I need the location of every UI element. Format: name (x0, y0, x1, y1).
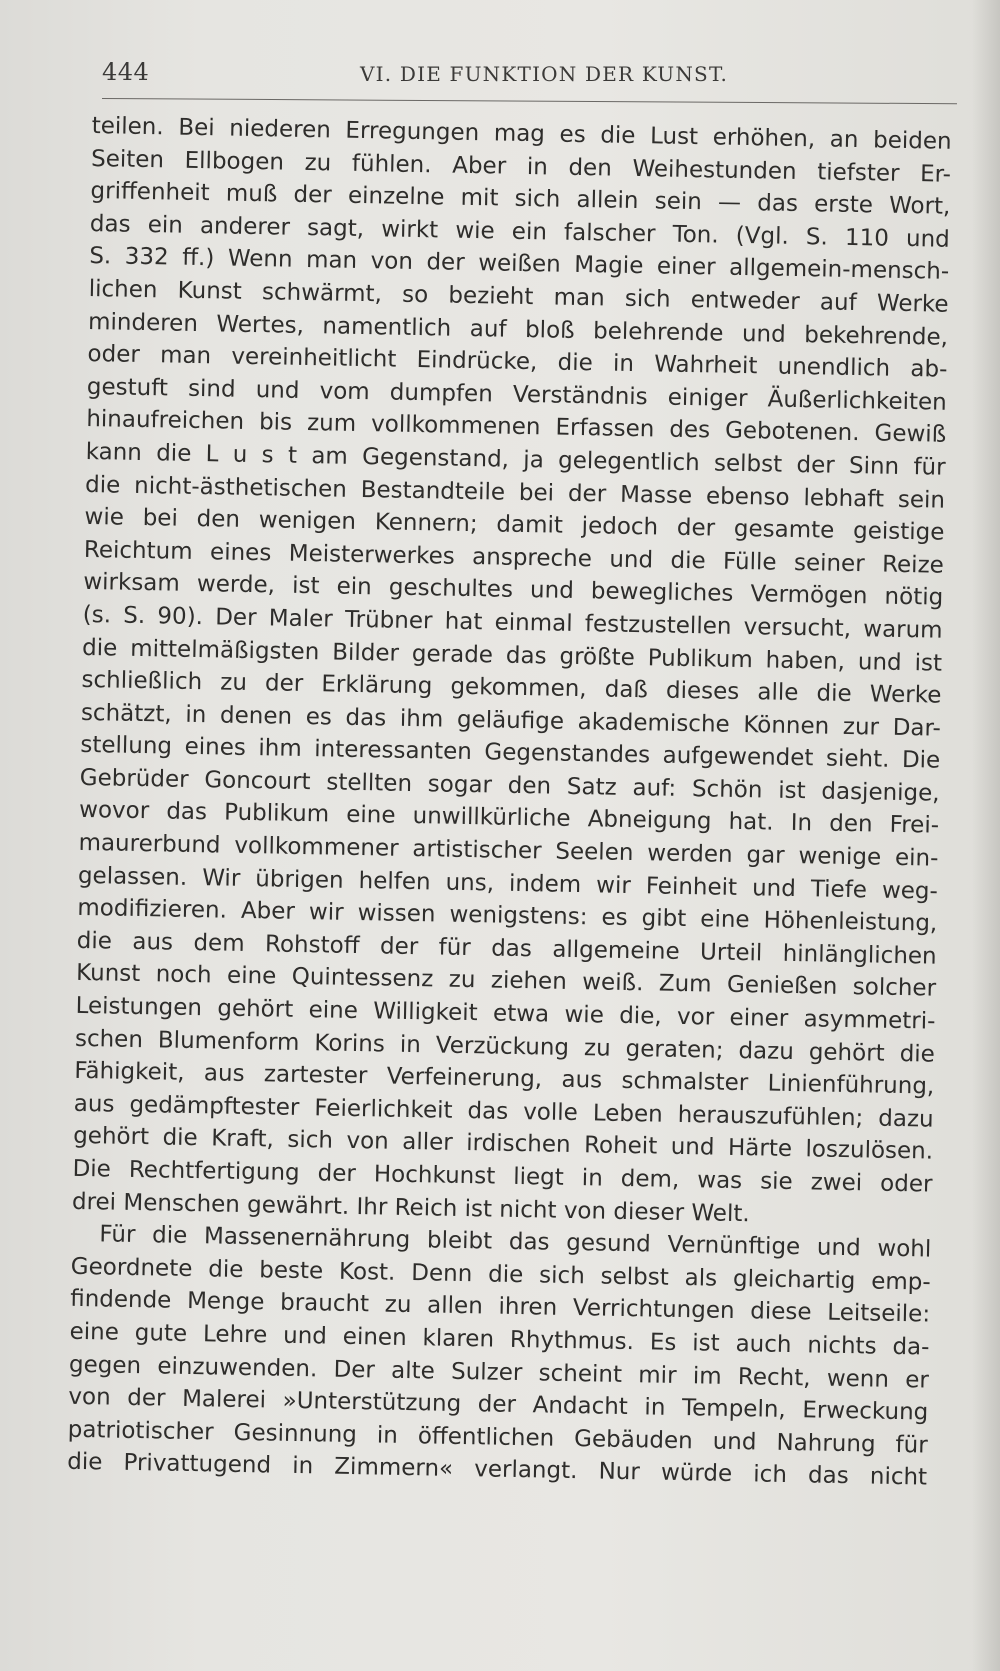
text-line: wovor das Publikum eine unwillkürliche Abneigung hat. In den Frei- (78, 797, 940, 840)
text-line: (s. S. 90). Der Maler Trübner hat einmal festzustellen versucht, warum (82, 601, 943, 644)
text-line: kann die L u s t am Gegenstand, ja gelegentlich selbst der Sinn für (85, 438, 946, 481)
text-line: Reichtum eines Meisterwerkes anspreche und die Fülle seiner Reize (83, 536, 945, 579)
text-line: lichen Kunst schwärmt, so bezieht man sich entweder auf Werke (88, 275, 949, 318)
text-line: S. 332 ff.) Wenn man von der weißen Magie einer allgemein-mensch- (89, 243, 950, 286)
page-number: 444 (102, 58, 150, 86)
text-line: von der Malerei »Unterstützung der Andacht in Tempeln, Erweckung (68, 1383, 929, 1426)
text-line: die nicht-ästhetischen Bestandteile bei der Masse ebenso lebhaft sein (84, 471, 946, 514)
body-text (67, 110, 952, 1494)
text-line: gelassen. Wir übrigen helfen uns, indem wir Feinheit und Tiefe weg- (77, 862, 939, 905)
text-line: schätzt, in denen es das ihm geläufige akademische Können zur Dar- (80, 699, 942, 742)
text-line: Kunst noch eine Quintessenz zu ziehen weiß. Zum Genießen solcher (75, 960, 937, 1003)
text-line: Geordnete die beste Kost. Denn die sich selbst als gleichartig emp- (70, 1253, 931, 1296)
text-line: wie bei den wenigen Kennern; damit jedoch der gesamte geistige (84, 504, 945, 546)
text-line: Fähigkeit, aus zartester Verfeinerung, aus schmalster Linienführung, (74, 1058, 935, 1100)
text-line: griffenheit muß der einzelne mit sich allein sein — das erste Wort, (90, 178, 951, 220)
text-line: aus gedämpftester Feierlichkeit das volle Leben herauszufühlen; dazu (73, 1090, 934, 1133)
text-line: drei Menschen gewährt. Ihr Reich ist nicht von dieser Welt. (71, 1188, 750, 1227)
text-line: gestuft sind und vom dumpfen Verständnis einiger Äußerlichkeiten (86, 373, 948, 416)
text-line: hinaufreichen bis zum vollkommenen Erfassen des Gebotenen. Gewiß (86, 406, 947, 449)
text-line: oder man vereinheitlicht Eindrücke, die in Wahrheit unendlich ab- (87, 341, 948, 383)
text-line: findende Menge braucht zu allen ihren Verrichtungen diese Leitseile: (69, 1286, 931, 1328)
page-edge-shadow (972, 0, 1000, 1671)
text-line: modifizieren. Aber wir wissen wenigstens: es gibt eine Höhenleistung, (77, 895, 938, 937)
text-line: die aus dem Rohstoff der für das allgemeine Urteil hinlänglichen (76, 927, 937, 970)
text-line: Leistungen gehört eine Willigkeit etwa wie die, vor einer asymmetri- (75, 992, 936, 1035)
running-head: VI. DIE FUNKTION DER KUNST. (360, 62, 729, 86)
text-line: minderen Wertes, namentlich auf bloß belehrende und bekehrende, (87, 308, 949, 351)
text-line: die Privattugend in Zimmern« verlangt. Nur würde ich das nicht (66, 1449, 928, 1491)
text-line: maurerbund vollkommener artistischer Seelen werden gar wenige ein- (78, 829, 939, 872)
text-line: gehört die Kraft, sich von aller irdischen Roheit und Härte loszulösen. (72, 1123, 934, 1165)
text-line: Die Rechtfertigung der Hochkunst liegt in dem, was sie zwei oder (72, 1155, 933, 1198)
text-line: patriotischer Gesinnung in öffentlichen Gebäuden und Nahrung für (67, 1416, 928, 1459)
text-line: eine gute Lehre und einen klaren Rhythmus. Es ist auch nichts da- (69, 1318, 930, 1361)
text-line: Für die Massenernährung bleibt das gesund Vernünftige und wohl (99, 1221, 932, 1263)
text-line: das ein anderer sagt, wirkt wie ein falscher Ton. (Vgl. S. 110 und (89, 210, 951, 253)
text-line: schen Blumenform Korins in Verzückung zu geraten; dazu gehört die (74, 1025, 936, 1068)
text-line: teilen. Bei niederen Erregungen mag es die Lust erhöhen, an beiden (91, 112, 952, 155)
text-line: Seiten Ellbogen zu fühlen. Aber in den Weihestunden tiefster Er- (90, 145, 952, 188)
text-line: stellung eines ihm interessanten Gegenstandes aufgewendet sieht. Die (80, 732, 941, 774)
page-header (102, 58, 962, 98)
text-line: gegen einzuwenden. Der alte Sulzer scheint mir im Recht, wenn er (68, 1351, 930, 1394)
text-line: wirksam werde, ist ein geschultes und bewegliches Vermögen nötig (83, 569, 944, 611)
text-line: Gebrüder Goncourt stellten sogar den Satz auf: Schön ist dasjenige, (79, 764, 940, 807)
text-line: schließlich zu der Erklärung gekommen, daß dieses alle die Werke (81, 667, 942, 709)
header-rule (102, 98, 957, 104)
text-line: die mittelmäßigsten Bilder gerade das größte Publikum haben, und ist (81, 634, 943, 677)
